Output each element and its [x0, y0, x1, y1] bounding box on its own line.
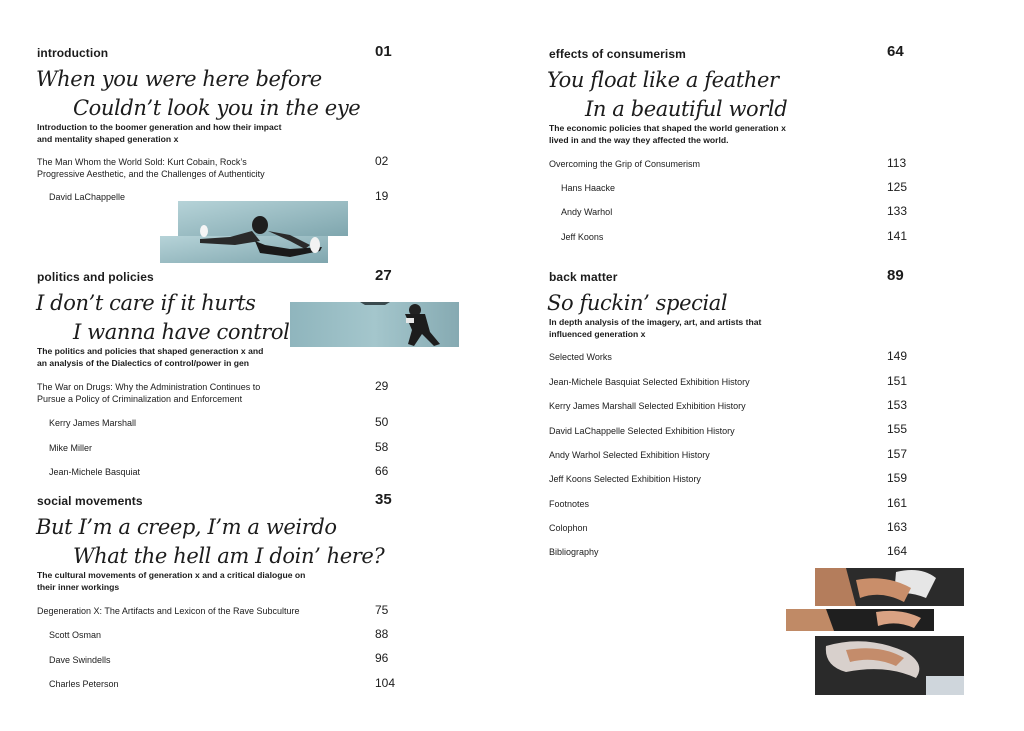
page-number: 88 [375, 627, 389, 641]
section-number-introduction: 01 [375, 43, 392, 60]
section-description: The economic policies that shaped the world generation x lived in and the way they affected the world. [549, 123, 786, 145]
page-number: 113 [887, 156, 907, 170]
lyric-line: I wanna have control [73, 320, 290, 344]
toc-entry[interactable]: Andy Warhol [561, 207, 613, 217]
toc-entry[interactable]: Bibliography [549, 547, 599, 557]
toc-entry[interactable]: Charles Peterson [49, 679, 119, 689]
toc-entry[interactable]: Scott Osman [49, 630, 102, 640]
lyric-line: So fuckin’ special [547, 291, 728, 315]
lyric-line: But I’m a creep, I’m a weirdo [36, 515, 337, 539]
toc-entry[interactable]: The War on Drugs: Why the Administration Continues to Pursue a Policy of Criminalization and Enforcement [37, 382, 261, 404]
lyric-line: What the hell am I doin’ here? [73, 544, 385, 568]
section-description: Introduction to the boomer generation and how their impact and mentality shaped generation x [37, 122, 282, 144]
section-title-politics: politics and policies [37, 270, 154, 284]
page-number: 159 [887, 471, 908, 485]
toc-entry[interactable]: David LaChappelle [49, 192, 126, 202]
toc-entry[interactable]: Jean-Michele Basquiat Selected Exhibition History [549, 377, 750, 387]
toc-entry[interactable]: Jeff Koons Selected Exhibition History [549, 474, 701, 484]
page-number: 75 [375, 603, 389, 617]
section-description: In depth analysis of the imagery, art, and artists that influenced generation x [549, 317, 762, 339]
section-title-consumerism: effects of consumerism [549, 47, 686, 61]
section-title-social-movements: social movements [37, 494, 143, 508]
toc-entry[interactable]: Mike Miller [49, 443, 93, 453]
swimming-figure-image [160, 201, 348, 263]
section-number-politics: 27 [375, 267, 392, 284]
page-number: 151 [887, 374, 908, 388]
swimming-figure-photo [160, 201, 348, 263]
page-number: 161 [887, 496, 908, 510]
page-number: 153 [887, 398, 908, 412]
toc-entry[interactable]: Colophon [549, 523, 588, 533]
section-number-back-matter: 89 [887, 267, 904, 284]
lyric-line: When you were here before [36, 67, 322, 91]
page-number: 164 [887, 544, 908, 558]
section-description: The cultural movements of generation x and a critical dialogue on their inner workings [37, 570, 306, 592]
page-number: 104 [375, 676, 396, 690]
section-title-introduction: introduction [37, 46, 109, 60]
section-number-consumerism: 64 [887, 43, 904, 60]
underwater-diver-image [290, 302, 459, 347]
page-number: 02 [375, 154, 389, 168]
crossed-arms-photo [786, 568, 964, 695]
page-number: 96 [375, 651, 389, 665]
section-number-social-movements: 35 [375, 491, 392, 508]
page-number: 29 [375, 379, 389, 393]
page-number: 58 [375, 440, 389, 454]
page-number: 141 [887, 229, 908, 243]
toc-entry[interactable]: Footnotes [549, 499, 590, 509]
page-number: 163 [887, 520, 908, 534]
lyric-line: You float like a feather [547, 68, 779, 92]
page-number: 157 [887, 447, 908, 461]
page-number: 149 [887, 349, 908, 363]
toc-entry[interactable]: Dave Swindells [49, 655, 111, 665]
page-number: 50 [375, 415, 389, 429]
toc-entry[interactable]: Kerry James Marshall Selected Exhibition History [549, 401, 746, 411]
toc-entry[interactable]: Jeff Koons [561, 232, 604, 242]
page-number: 133 [887, 204, 908, 218]
section-description: The politics and policies that shaped generaction x and an analysis of the Dialectics of control/power in gen [37, 346, 264, 368]
toc-entry[interactable]: Degeneration X: The Artifacts and Lexicon of the Rave Subculture [37, 606, 300, 616]
lyric-line: Couldn’t look you in the eye [73, 96, 361, 120]
toc-entry[interactable]: Overcoming the Grip of Consumerism [549, 159, 701, 169]
underwater-diver-photo [290, 302, 459, 347]
crossed-arms-image [786, 568, 964, 695]
toc-entry[interactable]: Jean-Michele Basquiat [49, 467, 141, 477]
section-title-back-matter: back matter [549, 270, 618, 284]
page-number: 155 [887, 422, 908, 436]
lyric-line: I don’t care if it hurts [36, 291, 256, 315]
toc-entry[interactable]: Selected Works [549, 352, 612, 362]
page-number: 66 [375, 464, 389, 478]
toc-entry[interactable]: Andy Warhol Selected Exhibition History [549, 450, 710, 460]
toc-entry[interactable]: Hans Haacke [561, 183, 616, 193]
lyric-line: In a beautiful world [585, 97, 788, 121]
page-number: 125 [887, 180, 908, 194]
toc-entry[interactable]: The Man Whom the World Sold: Kurt Cobain, Rock’s Progressive Aesthetic, and the Challenges of Authenticity [37, 157, 265, 179]
page-number: 19 [375, 189, 389, 203]
toc-entry[interactable]: Kerry James Marshall [49, 418, 137, 428]
toc-entry[interactable]: David LaChappelle Selected Exhibition History [549, 426, 735, 436]
